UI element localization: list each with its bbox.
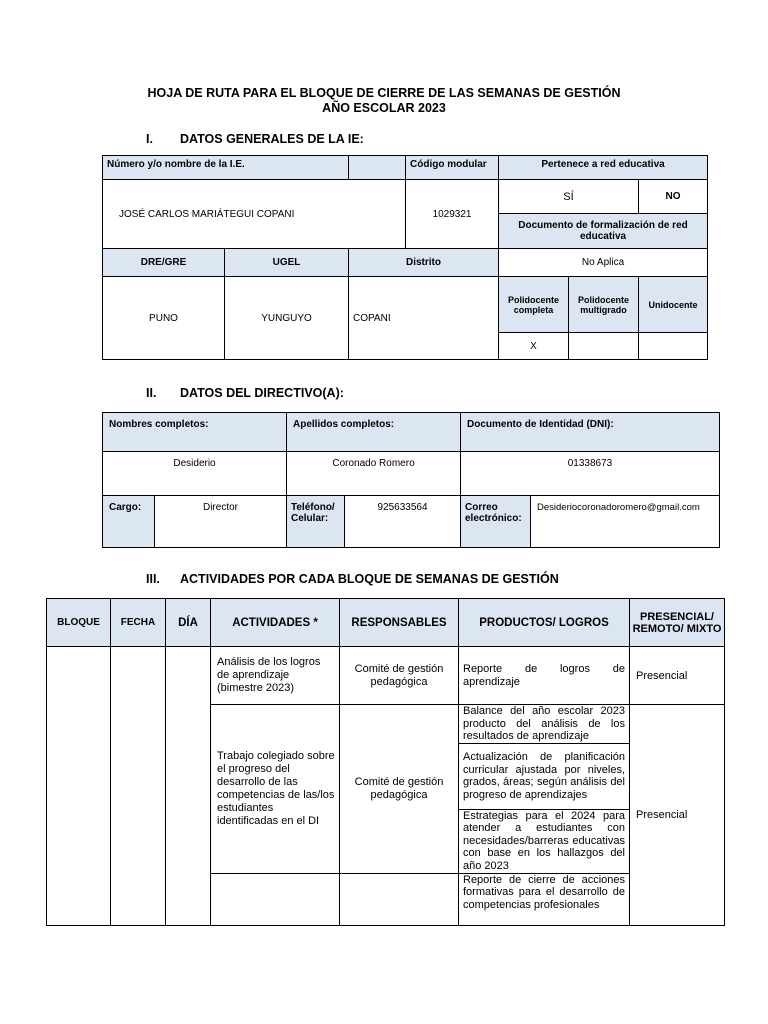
header-correo: Correo electrónico:	[461, 496, 531, 548]
activities-table	[46, 598, 725, 926]
header-codigo-modular: Código modular	[406, 156, 499, 180]
document-title-line2: AÑO ESCOLAR 2023	[322, 101, 446, 115]
polidocente-completa-mark: X	[499, 333, 569, 360]
section-3-title: ACTIVIDADES POR CADA BLOQUE DE SEMANAS DE GESTIÓN	[180, 572, 559, 586]
header-doc-formalizacion: Documento de formalización de red educativa	[499, 214, 708, 249]
nombres-value: Desiderio	[103, 452, 287, 496]
section-3-number: III.	[146, 572, 160, 586]
header-nombres: Nombres completos:	[103, 413, 287, 452]
dre-value: PUNO	[103, 277, 225, 360]
section-3-heading	[146, 572, 559, 586]
section-2-title: DATOS DEL DIRECTIVO(A):	[180, 386, 344, 400]
activity-2-producto-1: Balance del año escolar 2023 producto del análisis de los resultados de aprendizaje	[459, 705, 630, 744]
polidocente-multigrado-mark	[569, 333, 639, 360]
doc-formalizacion-value: No Aplica	[499, 249, 708, 277]
apellidos-value: Coronado Romero	[287, 452, 461, 496]
header-bloque: BLOQUE	[47, 599, 111, 647]
telefono-value: 925633564	[345, 496, 461, 548]
header-distrito: Distrito	[349, 249, 499, 277]
header-polidocente-multigrado: Polidocente multigrado	[569, 277, 639, 333]
section-2-heading	[146, 386, 344, 400]
header-ugel: UGEL	[225, 249, 349, 277]
section-1-number: I.	[146, 132, 153, 146]
correo-value: Desideriocoronadoromero@gmail.com	[531, 496, 720, 548]
unidocente-mark	[639, 333, 708, 360]
section-2-number: II.	[146, 386, 157, 400]
header-telefono: Teléfono/ Celular:	[287, 496, 345, 548]
header-fecha: FECHA	[111, 599, 166, 647]
activity-2-modalidad: Presencial	[630, 705, 725, 926]
header-actividades: ACTIVIDADES *	[211, 599, 340, 647]
activity-2-producto-3: Estrategias para el 2024 para atender a estudiantes con necesidades/barreras educativas con base en los hallazgos del año 2023	[459, 809, 630, 873]
activity-3-text	[211, 873, 340, 925]
activity-2-responsable: Comité de gestión pedagógica	[340, 705, 459, 874]
activity-1-modalidad: Presencial	[630, 647, 725, 705]
header-polidocente-completa: Polidocente completa	[499, 277, 569, 333]
header-dni: Documento de Identidad (DNI):	[461, 413, 720, 452]
header-modalidad: PRESENCIAL/ REMOTO/ MIXTO	[630, 599, 725, 647]
activity-1-text: Análisis de los logros de aprendizaje (bimestre 2023)	[211, 647, 340, 705]
header-responsables: RESPONSABLES	[340, 599, 459, 647]
header-cargo: Cargo:	[103, 496, 155, 548]
section-1-heading	[146, 132, 364, 146]
header-dia: DÍA	[166, 599, 211, 647]
document-title-line1: HOJA DE RUTA PARA EL BLOQUE DE CIERRE DE LAS SEMANAS DE GESTIÓN	[147, 86, 621, 100]
header-productos: PRODUCTOS/ LOGROS	[459, 599, 630, 647]
red-no-option: NO	[639, 180, 708, 214]
red-si-option: SÍ	[499, 180, 639, 214]
directivo-data-table	[102, 412, 720, 548]
header-dre: DRE/GRE	[103, 249, 225, 277]
header-ie-name: Número y/o nombre de la I.E.	[103, 156, 349, 180]
dia-cell	[166, 647, 211, 926]
codigo-modular-value: 1029321	[406, 180, 499, 249]
activity-1-responsable: Comité de gestión pedagógica	[340, 647, 459, 705]
header-empty	[349, 156, 406, 180]
activity-2-producto-2: Actualización de planificación curricular ajustada por niveles, grados, áreas; según análisis del progreso de aprendizajes	[459, 743, 630, 809]
activity-2-text: Trabajo colegiado sobre el progreso del desarrollo de las competencias de las/los estudiantes identificadas en el DI	[211, 705, 340, 874]
activity-3-producto: Reporte de cierre de acciones formativas para el desarrollo de competencias profesionales	[459, 873, 630, 925]
header-apellidos: Apellidos completos:	[287, 413, 461, 452]
activity-3-responsable	[340, 873, 459, 925]
dni-value: 01338673	[461, 452, 720, 496]
activity-1-producto: Reporte de logros de aprendizaje	[459, 647, 630, 705]
fecha-cell	[111, 647, 166, 926]
ie-name-value: JOSÉ CARLOS MARIÁTEGUI COPANI	[103, 180, 406, 249]
ie-general-data-table	[102, 155, 708, 360]
cargo-value: Director	[155, 496, 287, 548]
section-1-title: DATOS GENERALES DE LA IE:	[180, 132, 364, 146]
header-unidocente: Unidocente	[639, 277, 708, 333]
distrito-value: COPANI	[349, 277, 499, 360]
header-red-educativa: Pertenece a red educativa	[499, 156, 708, 180]
ugel-value: YUNGUYO	[225, 277, 349, 360]
bloque-cell	[47, 647, 111, 926]
